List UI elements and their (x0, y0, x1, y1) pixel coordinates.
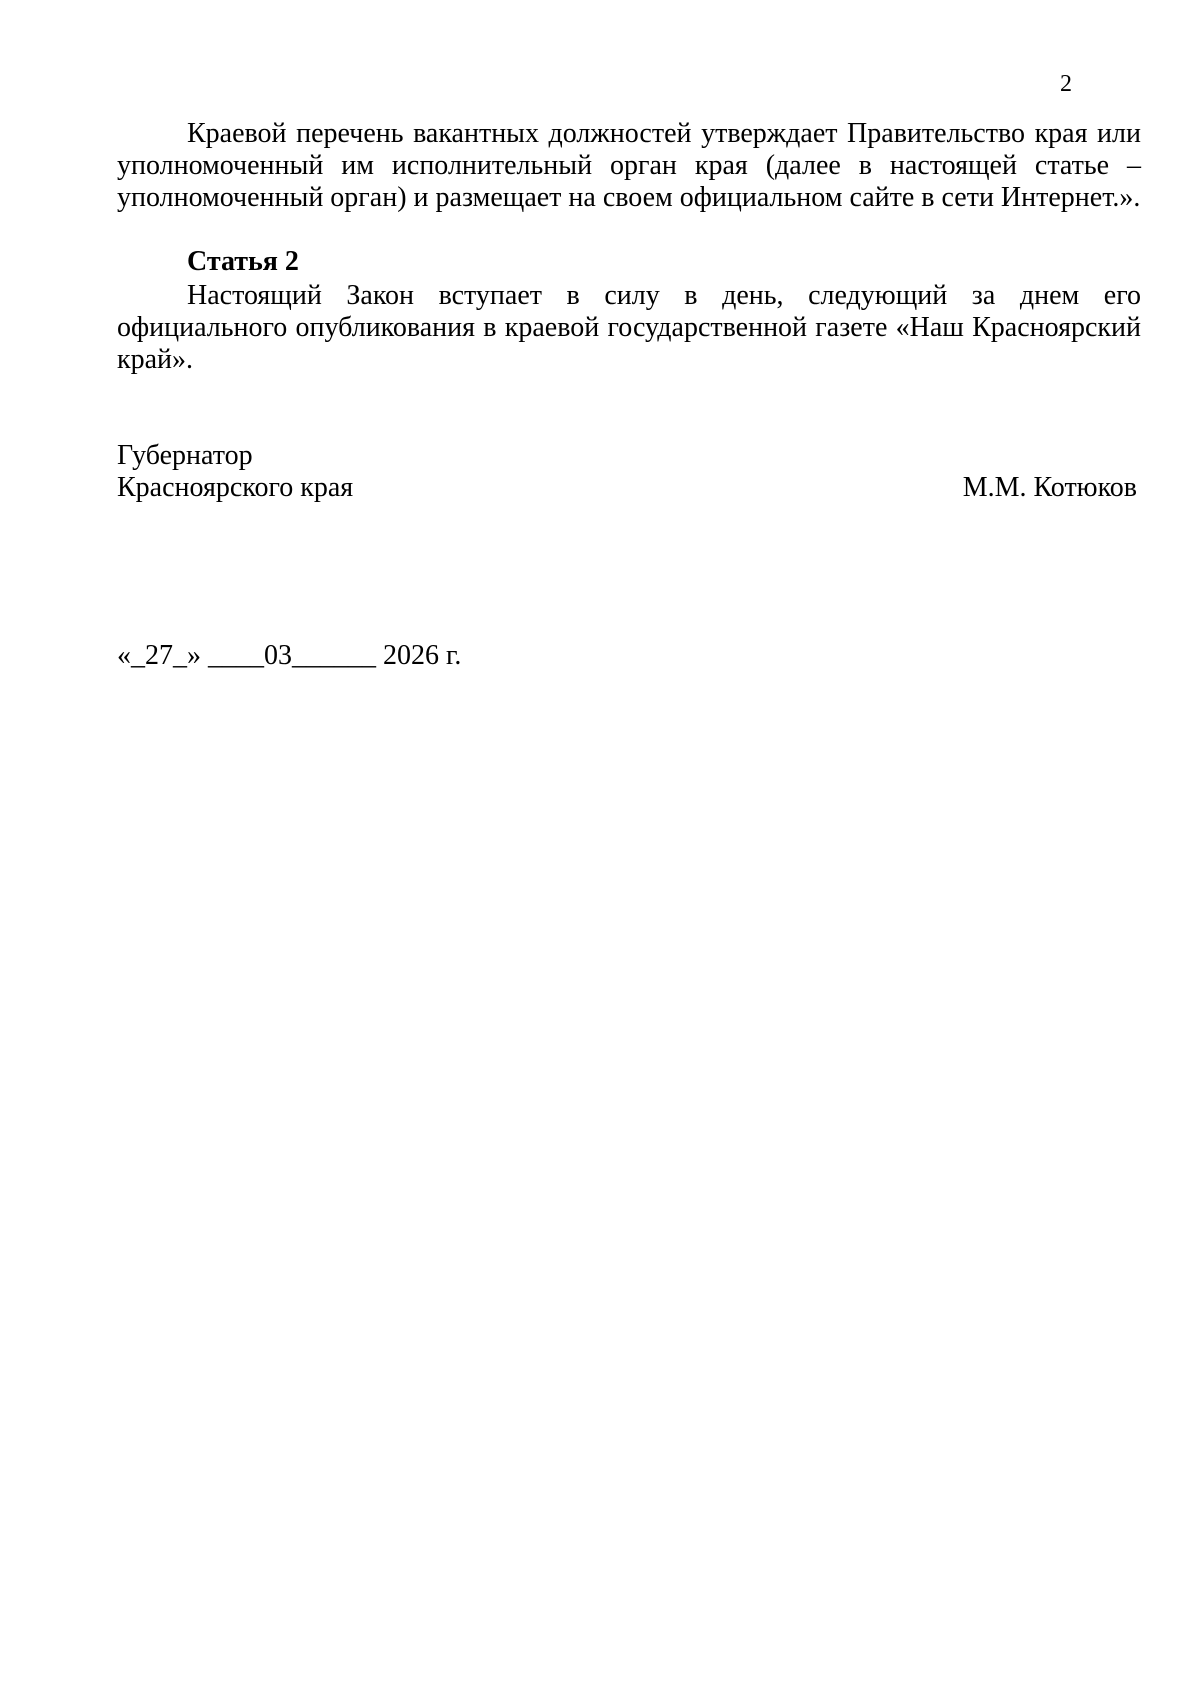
article-2-heading: Статья 2 (187, 246, 299, 277)
signature-title-line-2: Красноярского края (117, 472, 354, 503)
date-line: «_27_» ____03______ 2026 г. (117, 640, 462, 671)
signature-name: М.М. Котюков (962, 472, 1137, 503)
signature-block (117, 440, 1137, 504)
page-number: 2 (1060, 71, 1072, 97)
article-2-text: Настоящий Закон вступает в силу в день, следующий за днем его официального опубликования в краевой государственной газете «Наш Красноярский край». (117, 280, 1141, 375)
paragraph-vacancy-list: Краевой перечень вакантных должностей утверждает Правительство края или уполномоченный им исполнительный орган края (далее в настоящей статье – уполномоченный орган) и размещает на своем официальном сайте в сети Интернет.». (117, 118, 1141, 213)
signature-title-line-1: Губернатор (117, 440, 253, 471)
